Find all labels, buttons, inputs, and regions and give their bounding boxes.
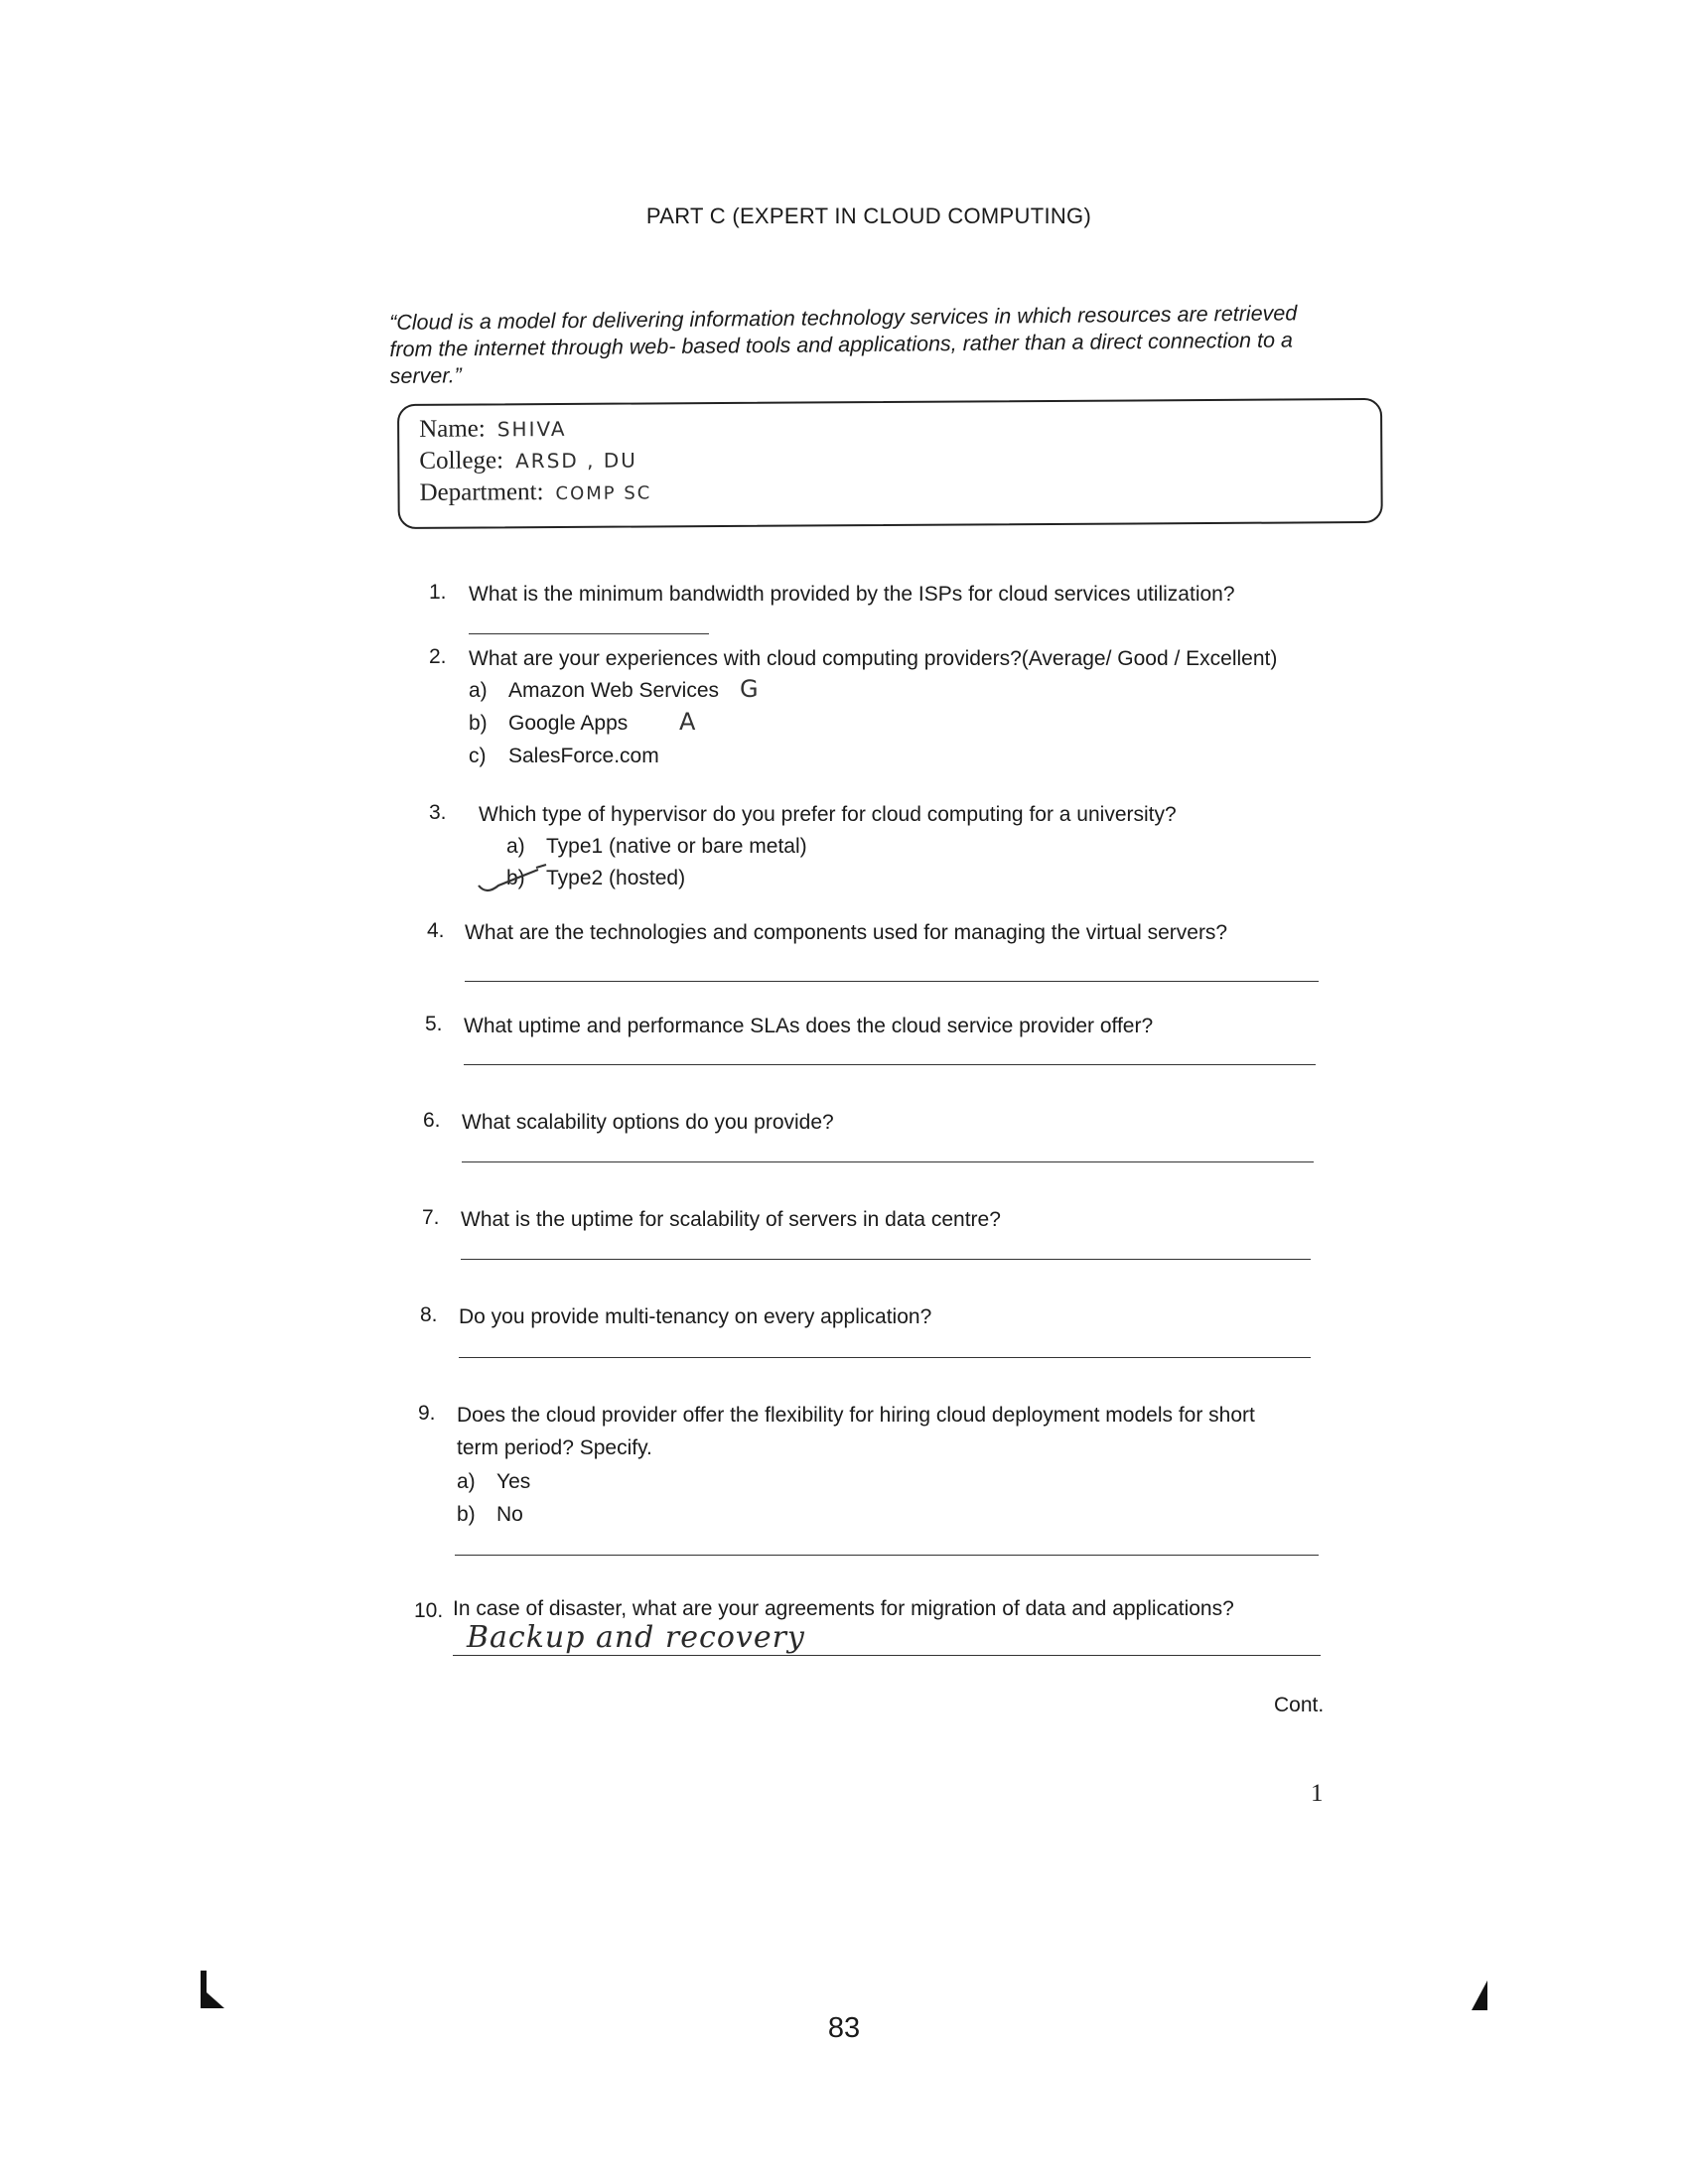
question-number: 7. [422, 1206, 440, 1229]
question-text: What are your experiences with cloud computing providers?(Average/ Good / Excellent) [469, 647, 1278, 670]
registration-mark-icon [1470, 1980, 1489, 2014]
question-number: 9. [418, 1402, 436, 1425]
answer-line[interactable] [469, 633, 709, 634]
question-text: What is the minimum bandwidth provided by the ISPs for cloud services utilization? [469, 583, 1235, 606]
name-label: Name: [419, 415, 486, 443]
option-letter: a) [506, 835, 525, 858]
department-row [419, 478, 651, 506]
checkmark-icon [477, 862, 556, 897]
question-number: 2. [429, 645, 447, 668]
option-letter: b) [506, 867, 525, 889]
question-text: Does the cloud provider offer the flexibility for hiring cloud deployment models for short [457, 1404, 1255, 1427]
question-number: 10. [414, 1599, 444, 1622]
question-number: 6. [423, 1109, 441, 1132]
option-text[interactable]: Amazon Web Services [508, 679, 720, 702]
question-number: 3. [429, 801, 447, 824]
question-number: 5. [425, 1013, 443, 1035]
option-letter: c) [469, 745, 487, 767]
continued-label: Cont. [1274, 1694, 1325, 1716]
college-value[interactable]: ARSD , DU [514, 448, 637, 474]
option-text[interactable]: Yes [496, 1470, 531, 1493]
name-row [419, 415, 567, 444]
answer-line[interactable] [464, 1064, 1316, 1065]
answer-line[interactable] [465, 981, 1319, 982]
answer-line[interactable] [455, 1555, 1319, 1556]
question-number: 8. [420, 1303, 438, 1326]
question-text: Which type of hypervisor do you prefer for cloud computing for a university? [479, 803, 1177, 826]
page-title: PART C (EXPERT IN CLOUD COMPUTING) [645, 204, 1092, 228]
option-text[interactable]: Google Apps [508, 712, 629, 735]
department-value[interactable]: COMP SC [555, 482, 652, 505]
answer-line[interactable] [453, 1655, 1321, 1656]
handwritten-rating: A [679, 708, 696, 736]
question-text: What scalability options do you provide? [462, 1111, 834, 1134]
handwritten-rating: G [740, 675, 759, 703]
option-letter: a) [457, 1470, 476, 1493]
question-number: 4. [427, 919, 445, 942]
answer-line[interactable] [459, 1357, 1311, 1358]
question-text: Do you provide multi-tenancy on every application? [459, 1305, 932, 1328]
department-label: Department: [419, 478, 544, 506]
college-row [419, 447, 637, 476]
question-text: What are the technologies and components used for managing the virtual servers? [465, 921, 1228, 944]
cloud-definition-quote: “Cloud is a model for delivering information technology services in which resources are retrieved from the internet through web- based tools and applications, rather than a direct connection to a server.” [389, 301, 1298, 388]
option-text[interactable]: Type1 (native or bare metal) [546, 835, 807, 858]
handwritten-answer[interactable]: Backup and recovery [467, 1620, 805, 1655]
college-label: College: [419, 447, 504, 475]
option-text[interactable]: SalesForce.com [508, 745, 659, 767]
option-text[interactable]: Type2 (hosted) [546, 867, 686, 889]
option-letter: b) [457, 1503, 476, 1526]
answer-line[interactable] [461, 1259, 1311, 1260]
question-text: What is the uptime for scalability of servers in data centre? [461, 1208, 1001, 1231]
option-letter: a) [469, 679, 488, 702]
name-value[interactable]: SHIVA [496, 416, 567, 442]
section-page-number: 1 [1311, 1780, 1324, 1807]
question-number: 1. [429, 581, 447, 604]
option-text[interactable]: No [496, 1503, 523, 1526]
question-text: What uptime and performance SLAs does the cloud service provider offer? [464, 1015, 1154, 1037]
answer-line[interactable] [462, 1161, 1314, 1162]
option-letter: b) [469, 712, 488, 735]
page-number: 83 [827, 2012, 861, 2044]
question-text-continued: term period? Specify. [457, 1436, 652, 1459]
registration-mark-icon [199, 1971, 228, 2010]
question-text: In case of disaster, what are your agreements for migration of data and applications? [453, 1597, 1234, 1620]
respondent-info-box [397, 398, 1383, 529]
